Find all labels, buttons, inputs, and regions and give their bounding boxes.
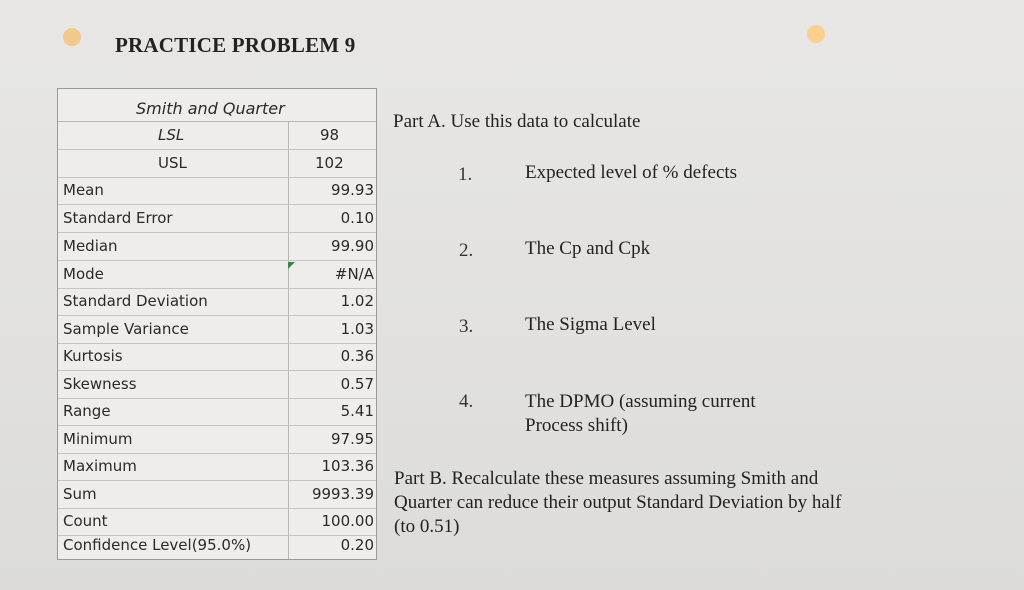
part-b-line: Quarter can reduce their output Standard Deviation by half [394, 492, 842, 513]
statistics-table [57, 88, 377, 560]
table-row [58, 288, 376, 316]
row-label: Mode [63, 265, 104, 283]
list-item: The Cp and Cpk [525, 238, 651, 259]
list-number: 4. [459, 391, 474, 412]
row-value: 99.90 [331, 237, 374, 255]
orange-dot-marker [63, 28, 81, 46]
table-row [58, 426, 376, 454]
part-b-line: Part B. Recalculate these measures assuming Smith and [394, 468, 819, 489]
row-label: Sum [63, 485, 97, 503]
row-label: Skewness [63, 375, 137, 393]
row-value: 0.20 [340, 536, 374, 554]
list-item: Expected level of % defects [525, 162, 738, 183]
row-value: 103.36 [321, 457, 374, 475]
table-row [58, 316, 376, 344]
table-row [58, 205, 376, 233]
row-value: 5.41 [340, 402, 374, 420]
row-value: 0.57 [340, 375, 374, 393]
row-value: 0.36 [340, 347, 374, 365]
row-value: 1.03 [340, 320, 374, 338]
table-header [58, 89, 376, 122]
row-value: 99.93 [331, 181, 374, 199]
row-value: 98 [320, 126, 340, 144]
row-label: Minimum [63, 430, 133, 448]
row-label: Count [63, 512, 108, 530]
row-value: 1.02 [340, 292, 374, 310]
part-b-paragraph [394, 467, 954, 539]
table-row [58, 343, 376, 371]
row-label: Confidence Level(95.0%) [63, 536, 252, 554]
table-row [58, 122, 376, 150]
list-item: The Sigma Level [525, 314, 656, 335]
list-item-line: Process shift) [525, 415, 628, 436]
table-row [58, 398, 376, 426]
row-label: Standard Deviation [63, 292, 208, 310]
row-value: 0.10 [340, 209, 374, 227]
row-value: 102 [315, 154, 344, 172]
row-value: 9993.39 [311, 485, 374, 503]
table-row [58, 233, 376, 261]
list-item [525, 390, 756, 438]
row-label: USL [158, 154, 187, 172]
row-label: LSL [158, 126, 185, 144]
table-row [58, 150, 376, 178]
table-row [58, 453, 376, 481]
page-title: PRACTICE PROBLEM 9 [115, 33, 356, 57]
row-value: 97.95 [331, 430, 374, 448]
row-value: #N/A [334, 265, 374, 283]
row-label: Standard Error [63, 209, 173, 227]
table-row [58, 481, 376, 509]
table-row [58, 532, 376, 559]
orange-dot-marker [807, 25, 825, 43]
table-row [58, 177, 376, 205]
row-label: Sample Variance [63, 320, 189, 338]
list-number: 2. [459, 240, 474, 261]
list-number: 1. [458, 164, 473, 185]
row-label: Median [63, 237, 118, 255]
part-b-line: (to 0.51) [394, 516, 460, 537]
part-a-heading: Part A. Use this data to calculate [393, 111, 641, 132]
row-label: Range [63, 402, 111, 420]
table-header-label: Smith and Quarter [136, 99, 285, 118]
table-row [58, 371, 376, 399]
row-label: Kurtosis [63, 347, 123, 365]
list-item-line: The DPMO (assuming current [525, 391, 756, 412]
row-label: Mean [63, 181, 104, 199]
list-number: 3. [459, 316, 474, 337]
row-label: Maximum [63, 457, 137, 475]
row-value: 100.00 [321, 512, 374, 530]
table-row [58, 261, 376, 289]
